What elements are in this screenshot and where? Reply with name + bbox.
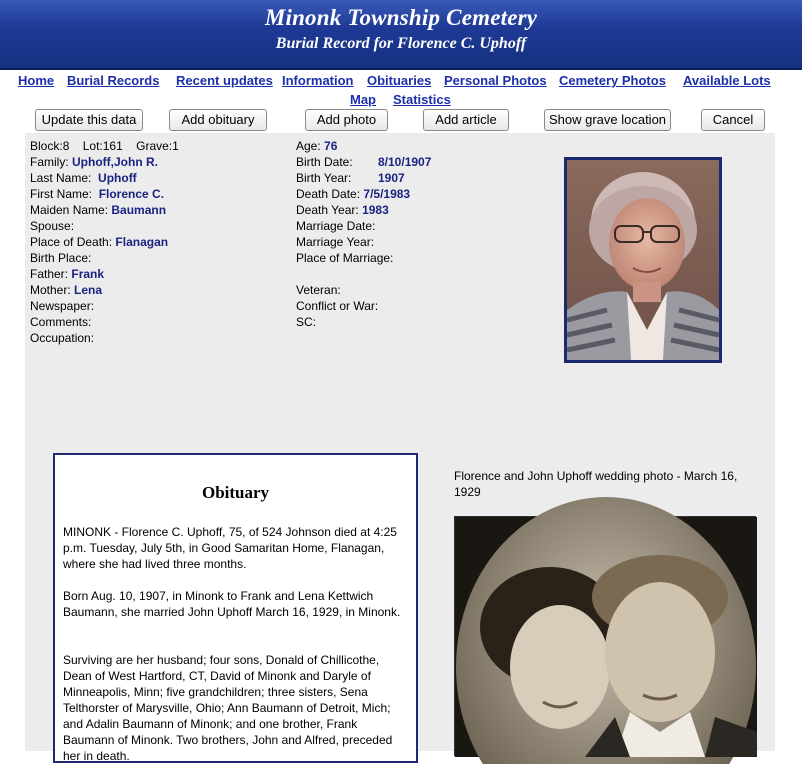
obituary-paragraph-3: Surviving are her husband; four sons, Donald of Chillicothe, Dean of West Hartford, CT, David of Minonk and Daryle of Minneapolis, Minn; five grandchildren; three sisters, Sena Telthorster of Marysville, Ohio; Ann Baumann of Detroit, Mich; and Adalin Baumann of Minonk; and one brother, Frank Baumann of Minonk. Two brothers, John and Alfred, preceded her in death.: [63, 653, 393, 763]
lot-label: Lot:: [82, 139, 103, 153]
first-name-label: First Name:: [30, 187, 93, 201]
nav-information-link[interactable]: Information: [282, 73, 354, 88]
last-name-row: [30, 171, 137, 185]
birth-year-value: 1907: [378, 171, 405, 185]
nav-personal-photos-link[interactable]: Personal Photos: [444, 73, 547, 88]
page-subtitle: Burial Record for Florence C. Uphoff: [275, 35, 527, 52]
wedding-photo-caption: Florence and John Uphoff wedding photo - March 16, 1929: [454, 469, 738, 499]
father-label: Father:: [30, 267, 69, 281]
first-name-value: Florence C.: [98, 187, 165, 201]
birth-date-label: Birth Date:: [296, 155, 353, 169]
family-row: [30, 155, 158, 169]
nav-home-link[interactable]: Home: [18, 73, 55, 88]
portrait-image: [567, 160, 719, 360]
add-obituary-button[interactable]: Add obituary: [169, 109, 267, 131]
family-label: Family:: [30, 155, 69, 169]
add-photo-button[interactable]: Add photo: [305, 109, 388, 131]
mother-value: Lena: [74, 283, 103, 297]
update-data-button[interactable]: Update this data: [35, 109, 143, 131]
birth-date-row: [296, 155, 432, 169]
place-of-death-label: Place of Death:: [30, 235, 113, 249]
cancel-button[interactable]: Cancel: [701, 109, 765, 131]
family-value: Uphoff,John R.: [72, 155, 158, 169]
birth-year-row: [296, 171, 405, 185]
obituary-paragraph-1: MINONK - Florence C. Uphoff, 75, of 524 Johnson died at 4:25 p.m. Tuesday, July 5th, in Good Samaritan Home, Flanagan, where she had lived three months.: [63, 525, 397, 571]
obituary-heading: Obituary: [201, 483, 270, 502]
conflict-label: Conflict or War:: [296, 299, 379, 313]
sc-label: SC:: [296, 315, 317, 329]
lot-value: 161: [102, 139, 123, 153]
death-year-row: [296, 203, 389, 217]
maiden-name-value: Baumann: [111, 203, 167, 217]
wedding-image: [455, 517, 757, 757]
nav-cemetery-photos-link[interactable]: Cemetery Photos: [559, 73, 666, 88]
block-value: 8: [62, 139, 70, 153]
father-value: Frank: [71, 267, 105, 281]
wedding-photo[interactable]: [454, 516, 756, 756]
death-year-value: 1983: [362, 203, 389, 217]
comments-label: Comments:: [30, 315, 92, 329]
block-lot-grave-row: [30, 139, 179, 153]
add-article-button[interactable]: Add article: [423, 109, 509, 131]
veteran-label: Veteran:: [296, 283, 341, 297]
death-year-label: Death Year:: [296, 203, 359, 217]
marriage-date-label: Marriage Date:: [296, 219, 376, 233]
death-date-label: Death Date:: [296, 187, 361, 201]
marriage-year-label: Marriage Year:: [296, 235, 375, 249]
birth-year-label: Birth Year:: [296, 171, 352, 185]
nav-recent-updates-link[interactable]: Recent updates: [176, 73, 273, 88]
birth-date-value: 8/10/1907: [378, 155, 432, 169]
maiden-name-label: Maiden Name:: [30, 203, 109, 217]
header-banner: [0, 0, 802, 70]
age-label: Age:: [296, 139, 321, 153]
place-of-marriage-label: Place of Marriage:: [296, 251, 394, 265]
nav-available-lots-link[interactable]: Available Lots: [683, 73, 771, 88]
last-name-label: Last Name:: [30, 171, 92, 185]
last-name-value: Uphoff: [98, 171, 137, 185]
site-title: Minonk Township Cemetery: [264, 5, 538, 30]
mother-row: [30, 283, 102, 297]
age-value: 76: [324, 139, 338, 153]
nav-map-link[interactable]: Map: [350, 92, 376, 107]
occupation-label: Occupation:: [30, 331, 95, 345]
death-date-row: [296, 187, 410, 201]
age-row: [296, 139, 337, 153]
father-row: [30, 267, 104, 281]
mother-label: Mother:: [30, 283, 71, 297]
place-of-death-value: Flanagan: [115, 235, 169, 249]
newspaper-label: Newspaper:: [30, 299, 95, 313]
grave-label: Grave:: [136, 139, 173, 153]
first-name-row: [30, 187, 164, 201]
maiden-name-row: [30, 203, 166, 217]
show-grave-location-button[interactable]: Show grave location: [544, 109, 671, 131]
nav-obituaries-link[interactable]: Obituaries: [367, 73, 432, 88]
place-of-death-row: [30, 235, 168, 249]
portrait-photo[interactable]: [564, 157, 722, 363]
block-label: Block:: [30, 139, 63, 153]
obituary-paragraph-2: Born Aug. 10, 1907, in Minonk to Frank and Lena Kettwich Baumann, she married John Uphoff March 16, 1929, in Minonk.: [63, 589, 401, 619]
nav-statistics-link[interactable]: Statistics: [393, 92, 451, 107]
spouse-label: Spouse:: [30, 219, 75, 233]
grave-value: 1: [172, 139, 179, 153]
death-date-value: 7/5/1983: [363, 187, 411, 201]
obituary-box: [53, 453, 418, 763]
nav-bar: [0, 72, 802, 110]
birth-place-label: Birth Place:: [30, 251, 92, 265]
nav-burial-records-link[interactable]: Burial Records: [67, 73, 160, 88]
